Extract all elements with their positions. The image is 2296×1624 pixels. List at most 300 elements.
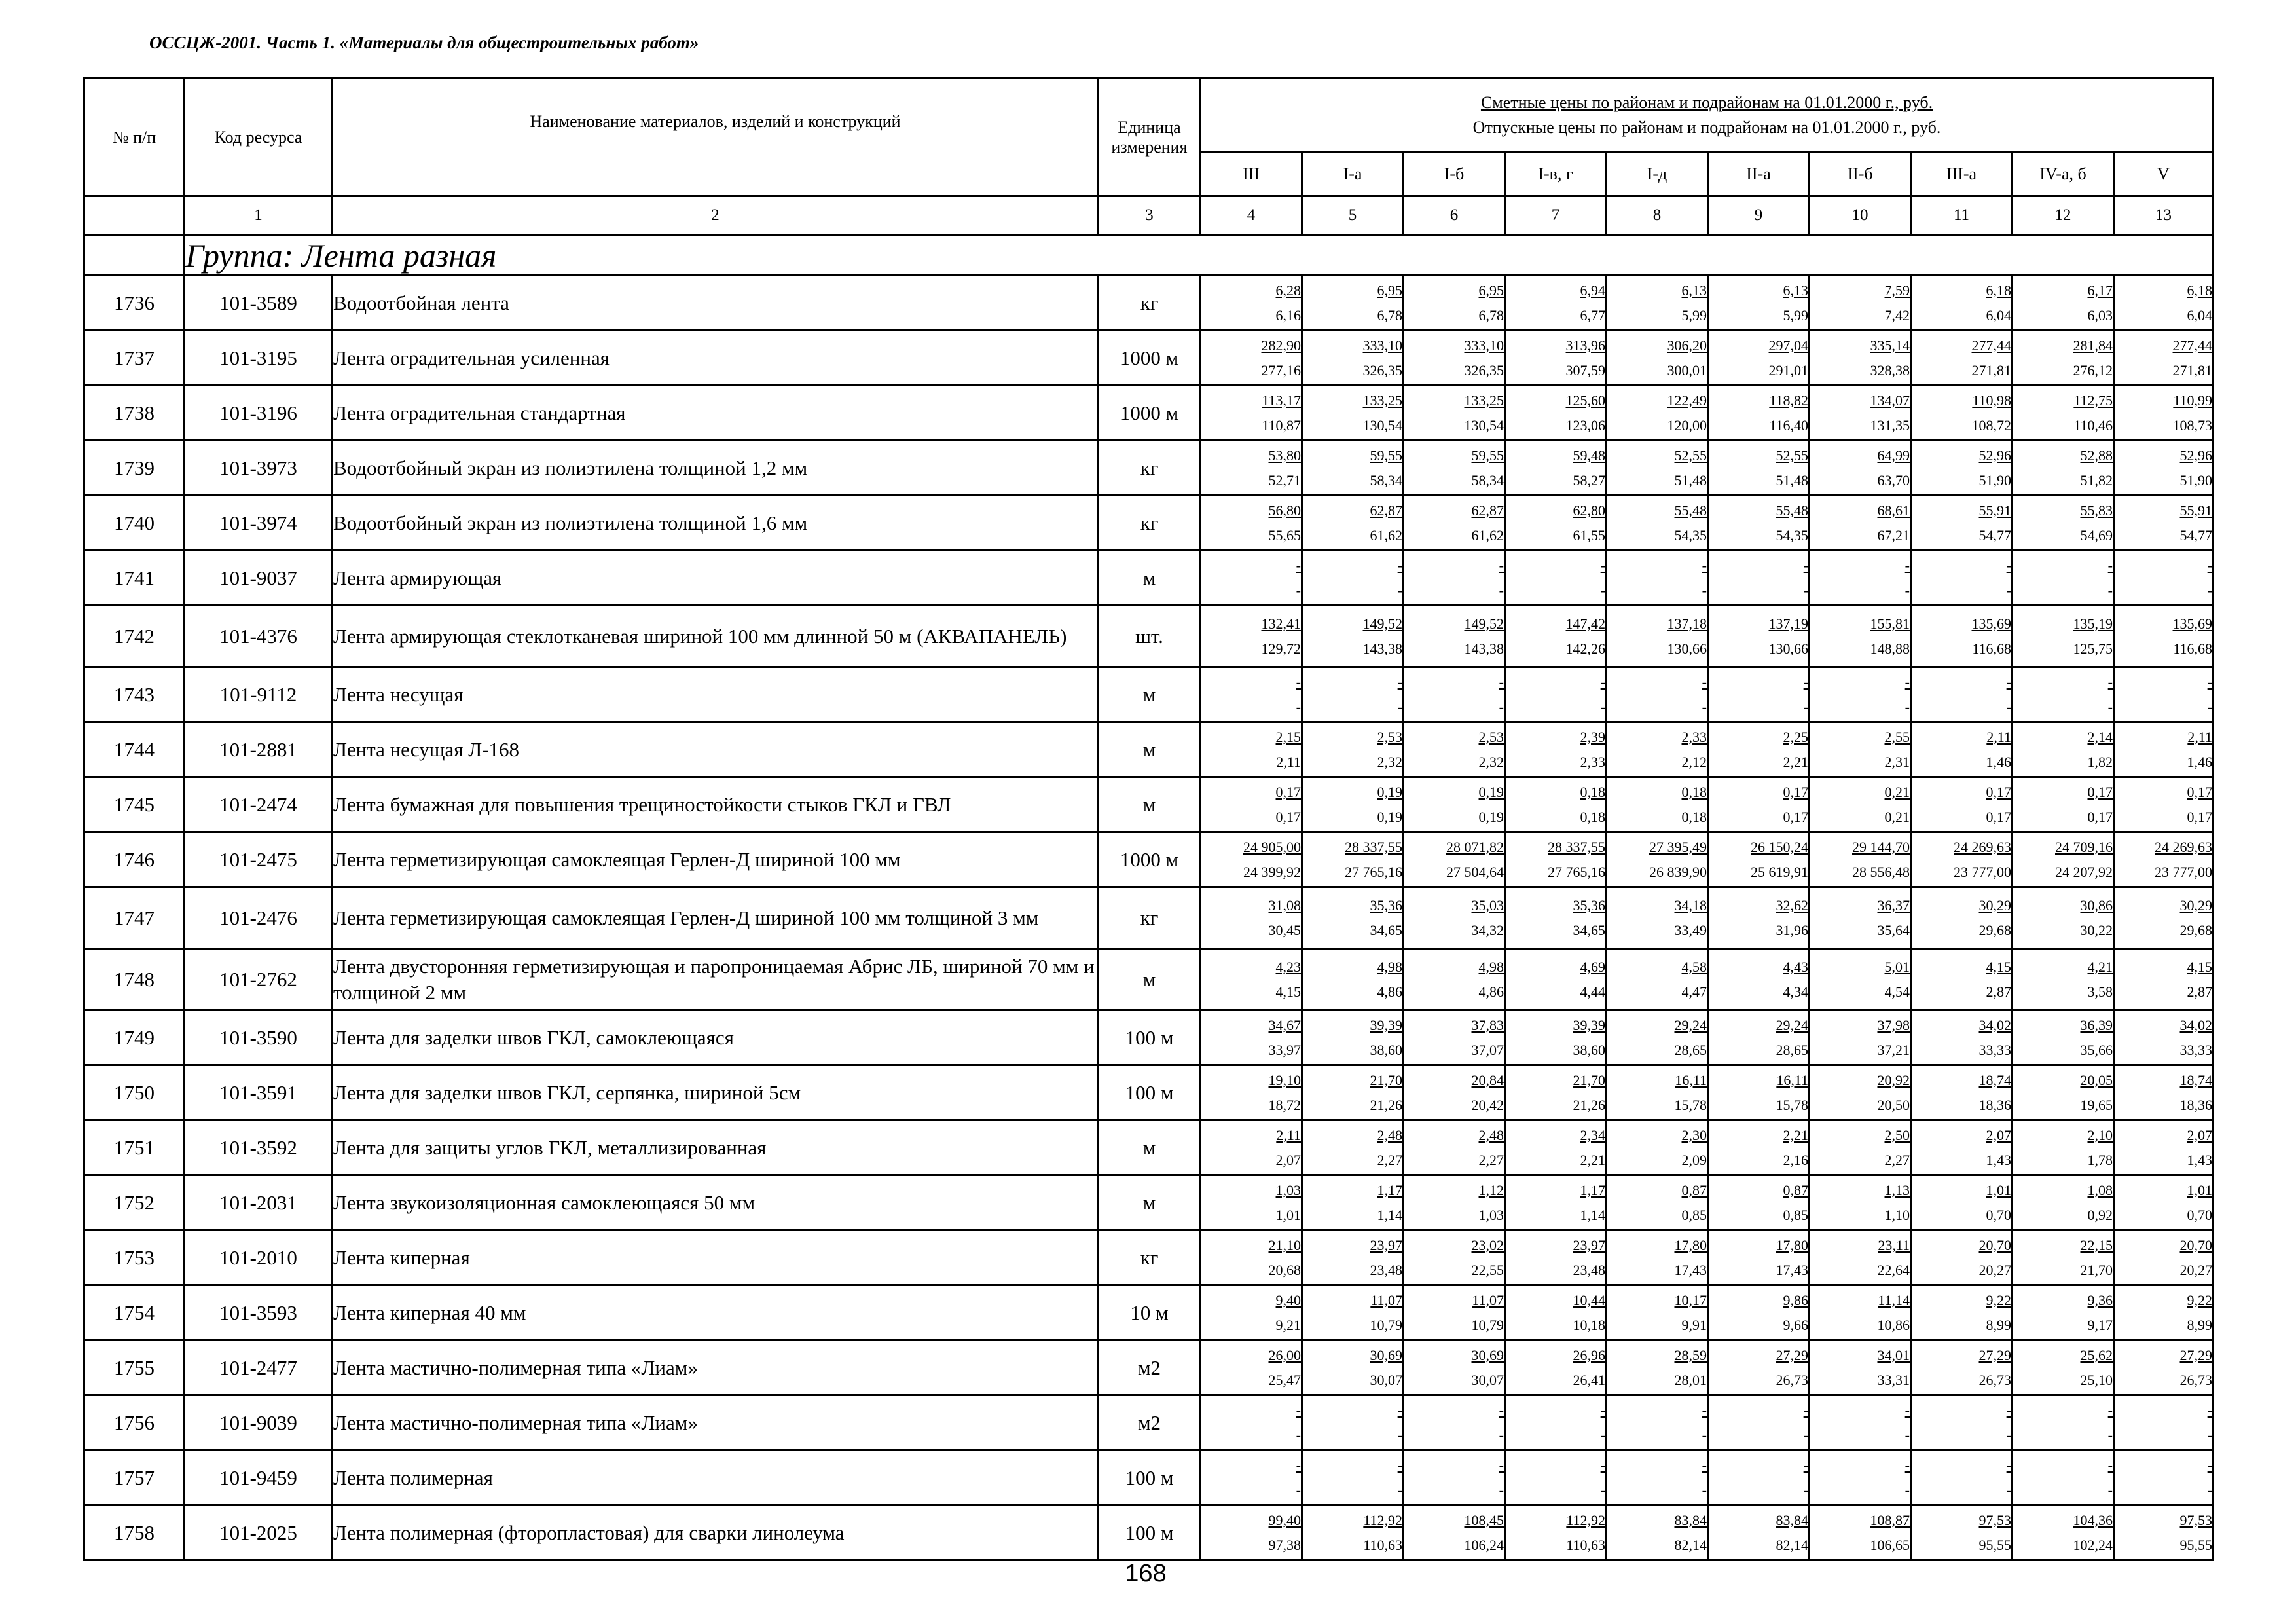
price-cell (1302, 1340, 1404, 1395)
estimate-price: 137,18 (1667, 615, 1707, 632)
estimate-price: 20,92 (1877, 1071, 1910, 1088)
estimate-price: 9,40 (1275, 1291, 1301, 1308)
estimate-price: 7,59 (1884, 282, 1910, 299)
release-price: - (2107, 1481, 2113, 1498)
release-price: 271,81 (2172, 361, 2213, 378)
estimate-price: 110,99 (2173, 392, 2213, 409)
column-number: 2 (333, 196, 1099, 235)
estimate-price: 5,01 (1884, 958, 1910, 975)
price-cell (2013, 1175, 2114, 1230)
estimate-price: 37,98 (1877, 1016, 1910, 1033)
estimate-price: 53,80 (1268, 447, 1301, 464)
row-number: 1750 (84, 1065, 185, 1120)
release-price: 18,36 (1978, 1096, 2011, 1113)
estimate-price: 333,10 (1362, 337, 1402, 354)
price-cell (1607, 1120, 1708, 1175)
release-price: 33,31 (1877, 1371, 1910, 1388)
estimate-price: 52,55 (1776, 447, 1808, 464)
price-cell (1302, 777, 1404, 832)
price-cell (1607, 1340, 1708, 1395)
release-price: 0,85 (1783, 1206, 1808, 1223)
estimate-price: - (1296, 673, 1301, 690)
table-row (84, 1120, 2214, 1175)
estimate-price: - (2006, 557, 2011, 574)
estimate-price: 0,17 (1275, 783, 1301, 800)
release-price: 143,38 (1362, 640, 1402, 657)
unit-cell: 100 м (1099, 1505, 1201, 1560)
price-cell (1607, 1230, 1708, 1285)
price-cell (1505, 887, 1607, 949)
resource-code: 101-3196 (185, 386, 333, 441)
row-number: 1745 (84, 777, 185, 832)
release-price: 129,72 (1261, 640, 1301, 657)
estimate-price: 108,87 (1870, 1511, 1910, 1528)
release-price: 3,58 (2087, 983, 2113, 1000)
material-name: Лента мастично-полимерная типа «Лиам» (333, 1340, 1099, 1395)
material-name: Лента несущая (333, 667, 1099, 722)
release-price: 143,38 (1464, 640, 1504, 657)
estimate-price: 281,84 (2073, 337, 2113, 354)
row-number: 1738 (84, 386, 185, 441)
estimate-price: 62,87 (1471, 502, 1504, 519)
price-cell (1810, 1175, 1911, 1230)
release-price: 18,36 (2179, 1096, 2213, 1113)
price-cell (1404, 1065, 1505, 1120)
estimate-price: 29,24 (1674, 1016, 1707, 1033)
price-cell (1708, 606, 1810, 667)
price-cell (2114, 777, 2214, 832)
price-cell (2013, 1450, 2114, 1505)
resource-code: 101-3974 (185, 496, 333, 551)
unit-cell: м2 (1099, 1395, 1201, 1450)
release-price: 20,27 (1978, 1261, 2011, 1278)
price-cell (1302, 386, 1404, 441)
estimate-price: 9,22 (2187, 1291, 2213, 1308)
price-cell (1201, 1120, 1302, 1175)
release-price: 82,14 (1776, 1536, 1808, 1553)
release-price: - (1904, 1481, 1910, 1498)
price-cell (1505, 777, 1607, 832)
estimate-price: 0,17 (1783, 783, 1808, 800)
release-price: 20,50 (1877, 1096, 1910, 1113)
estimate-price: 9,36 (2087, 1291, 2113, 1308)
estimate-price: 112,92 (1566, 1511, 1605, 1528)
release-price: 6,78 (1478, 306, 1504, 323)
release-price: 2,21 (1580, 1151, 1605, 1168)
release-price: 277,16 (1261, 361, 1301, 378)
estimate-price: 16,11 (1675, 1071, 1707, 1088)
price-cell (1810, 1230, 1911, 1285)
release-price: 26,73 (2179, 1371, 2213, 1388)
release-price: - (1702, 1426, 1707, 1443)
estimate-price: 30,69 (1370, 1346, 1402, 1363)
material-name: Лента оградительная усиленная (333, 331, 1099, 386)
release-price: 148,88 (1870, 640, 1910, 657)
estimate-price: 1,08 (2087, 1181, 2113, 1198)
estimate-price: 21,10 (1268, 1236, 1301, 1253)
price-cell (1911, 1340, 2013, 1395)
row-number: 1752 (84, 1175, 185, 1230)
estimate-price: - (2107, 1456, 2113, 1473)
price-cell (1505, 1450, 1607, 1505)
unit-cell: м (1099, 1175, 1201, 1230)
row-number: 1753 (84, 1230, 185, 1285)
release-price: 4,15 (1275, 983, 1301, 1000)
price-cell (1911, 832, 2013, 887)
resource-code: 101-9039 (185, 1395, 333, 1450)
column-number: 9 (1708, 196, 1810, 235)
estimate-price: - (1499, 1401, 1504, 1418)
release-price: 9,66 (1783, 1316, 1808, 1333)
price-cell (1201, 441, 1302, 496)
release-price: 9,91 (1681, 1316, 1707, 1333)
release-price: - (1296, 1481, 1301, 1498)
unit-cell: кг (1099, 276, 1201, 331)
estimate-price: 1,03 (1275, 1181, 1301, 1198)
release-price: 23,48 (1370, 1261, 1402, 1278)
price-cell (1607, 1395, 1708, 1450)
price-cell (2114, 606, 2214, 667)
page-header: ОССЦЖ-2001. Часть 1. «Материалы для общестроительных работ» (149, 33, 699, 52)
header-no: № п/п (84, 79, 185, 196)
price-cell (1404, 441, 1505, 496)
estimate-price: 29 144,70 (1852, 838, 1910, 855)
release-price: - (1904, 581, 1910, 599)
header-unit: Единица измерения (1099, 79, 1201, 196)
price-cell (2114, 949, 2214, 1010)
material-name: Лента герметизирующая самоклеящая Герлен-Д шириной 100 мм (333, 832, 1099, 887)
release-price: 1,46 (1986, 753, 2011, 770)
estimate-price: - (1600, 1456, 1605, 1473)
release-price: 37,21 (1877, 1041, 1910, 1058)
release-price: 10,18 (1573, 1316, 1605, 1333)
release-price: 6,16 (1275, 306, 1301, 323)
material-name: Лента для защиты углов ГКЛ, металлизированная (333, 1120, 1099, 1175)
estimate-price: 52,88 (2080, 447, 2113, 464)
estimate-price: 122,49 (1667, 392, 1707, 409)
price-cell (2013, 606, 2114, 667)
release-price: 142,26 (1565, 640, 1605, 657)
release-price: 25 619,91 (1751, 863, 1808, 880)
estimate-price: 6,13 (1681, 282, 1707, 299)
release-price: 27 765,16 (1548, 863, 1605, 880)
estimate-price: 2,21 (1783, 1126, 1808, 1143)
estimate-price: 108,45 (1464, 1511, 1504, 1528)
resource-code: 101-2477 (185, 1340, 333, 1395)
estimate-price: 0,17 (2187, 783, 2213, 800)
price-cell (2013, 331, 2114, 386)
release-price: 9,17 (2087, 1316, 2113, 1333)
price-cell (1302, 667, 1404, 722)
estimate-price: 23,97 (1573, 1236, 1605, 1253)
estimate-price: 20,70 (1978, 1236, 2011, 1253)
price-cell (1607, 832, 1708, 887)
price-cell (1911, 1010, 2013, 1065)
estimate-price: 2,39 (1580, 728, 1605, 745)
release-price: 6,78 (1377, 306, 1402, 323)
material-name: Лента киперная (333, 1230, 1099, 1285)
price-cell (1708, 1175, 1810, 1230)
table-row (84, 331, 2214, 386)
estimate-price: 17,80 (1674, 1236, 1707, 1253)
price-cell (1607, 386, 1708, 441)
price-cell (2013, 1285, 2114, 1340)
table-row (84, 777, 2214, 832)
estimate-price: 2,15 (1275, 728, 1301, 745)
price-cell (1505, 1395, 1607, 1450)
release-price: - (1296, 698, 1301, 715)
price-cell (1201, 386, 1302, 441)
release-price: 276,12 (2073, 361, 2113, 378)
release-price: 21,26 (1370, 1096, 1402, 1113)
release-price: 0,19 (1478, 808, 1504, 825)
price-cell (1911, 551, 2013, 606)
estimate-price: 313,96 (1565, 337, 1605, 354)
estimate-price: 2,48 (1377, 1126, 1402, 1143)
estimate-price: - (2207, 673, 2213, 690)
column-number: 3 (1099, 196, 1201, 235)
estimate-price: 277,44 (2172, 337, 2213, 354)
estimate-price: 4,98 (1377, 958, 1402, 975)
release-price: 29,68 (1978, 921, 2011, 938)
price-cell (1302, 722, 1404, 777)
estimate-price: 4,15 (1986, 958, 2011, 975)
price-cell (2114, 1230, 2214, 1285)
release-price: 1,43 (1986, 1151, 2011, 1168)
estimate-price: 0,18 (1681, 783, 1707, 800)
resource-code: 101-3591 (185, 1065, 333, 1120)
price-cell (1911, 887, 2013, 949)
release-price: 0,92 (2087, 1206, 2113, 1223)
estimate-price: 11,07 (1472, 1291, 1504, 1308)
unit-cell: м (1099, 777, 1201, 832)
resource-code: 101-3592 (185, 1120, 333, 1175)
price-cell (2013, 777, 2114, 832)
estimate-price: 282,90 (1261, 337, 1301, 354)
release-price: 54,35 (1674, 526, 1707, 544)
estimate-price: 52,96 (2179, 447, 2213, 464)
estimate-price: - (1702, 1401, 1707, 1418)
price-cell (1505, 832, 1607, 887)
release-price: 4,86 (1478, 983, 1504, 1000)
price-cell (1505, 1065, 1607, 1120)
release-price: 110,63 (1363, 1536, 1402, 1553)
estimate-price: 99,40 (1268, 1511, 1301, 1528)
estimate-price: 113,17 (1262, 392, 1301, 409)
release-price: 51,90 (1978, 471, 2011, 489)
resource-code: 101-2031 (185, 1175, 333, 1230)
estimate-price: 335,14 (1870, 337, 1910, 354)
release-price: 108,73 (2172, 416, 2213, 434)
release-price: 97,38 (1268, 1536, 1301, 1553)
estimate-price: 55,48 (1674, 502, 1707, 519)
release-price: - (1296, 581, 1301, 599)
estimate-price: 2,30 (1681, 1126, 1707, 1143)
material-name: Лента армирующая стеклотканевая шириной 100 мм длинной 50 м (АКВАПАНЕЛЬ) (333, 606, 1099, 667)
release-price: 55,65 (1268, 526, 1301, 544)
price-cell (1302, 1505, 1404, 1560)
estimate-price: - (2207, 557, 2213, 574)
material-name: Лента бумажная для повышения трещиностойкости стыков ГКЛ и ГВЛ (333, 777, 1099, 832)
release-price: - (1904, 1426, 1910, 1443)
price-cell (2114, 331, 2214, 386)
price-cell (1302, 1010, 1404, 1065)
price-cell (2013, 887, 2114, 949)
row-number: 1757 (84, 1450, 185, 1505)
price-cell (1911, 667, 2013, 722)
estimate-price: - (1702, 557, 1707, 574)
price-cell (2114, 551, 2214, 606)
unit-cell: 1000 м (1099, 386, 1201, 441)
release-price: 54,77 (1978, 526, 2011, 544)
release-price: - (1600, 581, 1605, 599)
price-cell (1708, 1395, 1810, 1450)
release-price: - (1904, 698, 1910, 715)
estimate-price: 21,70 (1370, 1071, 1402, 1088)
unit-cell: 10 м (1099, 1285, 1201, 1340)
release-price: 123,06 (1565, 416, 1605, 434)
release-price: 4,47 (1681, 983, 1707, 1000)
price-cell (1302, 1120, 1404, 1175)
row-number: 1751 (84, 1120, 185, 1175)
price-cell (1404, 777, 1505, 832)
estimate-price: 0,87 (1783, 1181, 1808, 1198)
estimate-price: 32,62 (1776, 896, 1808, 913)
estimate-price: 297,04 (1768, 337, 1808, 354)
release-price: 23,48 (1573, 1261, 1605, 1278)
release-price: 22,64 (1877, 1261, 1910, 1278)
column-number: 11 (1911, 196, 2013, 235)
release-price: 2,31 (1884, 753, 1910, 770)
price-cell (1810, 276, 1911, 331)
release-price: 37,07 (1471, 1041, 1504, 1058)
estimate-price: 2,53 (1478, 728, 1504, 745)
price-cell (1404, 1285, 1505, 1340)
unit-cell: кг (1099, 441, 1201, 496)
price-cell (2114, 887, 2214, 949)
estimate-price: - (2006, 1401, 2011, 1418)
release-price: 54,35 (1776, 526, 1808, 544)
resource-code: 101-9112 (185, 667, 333, 722)
estimate-price: 6,95 (1478, 282, 1504, 299)
table-row (84, 667, 2214, 722)
resource-code: 101-2881 (185, 722, 333, 777)
estimate-price: 149,52 (1362, 615, 1402, 632)
estimate-price: 30,29 (2179, 896, 2213, 913)
price-cell (2013, 949, 2114, 1010)
price-cell (1810, 722, 1911, 777)
release-price: 1,14 (1580, 1206, 1605, 1223)
estimate-price: 2,10 (2087, 1126, 2113, 1143)
material-name: Лента полимерная (333, 1450, 1099, 1505)
release-price: 24 207,92 (2055, 863, 2113, 880)
release-price: 2,27 (1478, 1151, 1504, 1168)
unit-cell: 100 м (1099, 1065, 1201, 1120)
estimate-price: - (1904, 673, 1910, 690)
price-cell (1302, 1065, 1404, 1120)
release-price: 2,12 (1681, 753, 1707, 770)
price-cell (1404, 667, 1505, 722)
estimate-price: - (2107, 557, 2113, 574)
column-number: 1 (185, 196, 333, 235)
release-price: - (1803, 698, 1808, 715)
release-price: 10,86 (1877, 1316, 1910, 1333)
row-number: 1744 (84, 722, 185, 777)
estimate-price: 22,15 (2080, 1236, 2113, 1253)
estimate-price: 37,83 (1471, 1016, 1504, 1033)
release-price: - (2207, 1481, 2213, 1498)
unit-cell: м (1099, 949, 1201, 1010)
release-price: 19,65 (2080, 1096, 2113, 1113)
estimate-price: 52,55 (1674, 447, 1707, 464)
release-price: - (1296, 1426, 1301, 1443)
row-number: 1748 (84, 949, 185, 1010)
price-cell (1810, 386, 1911, 441)
table-row (84, 722, 2214, 777)
price-cell (1201, 1285, 1302, 1340)
price-cell (1810, 1505, 1911, 1560)
estimate-price: - (2207, 1456, 2213, 1473)
price-cell (1201, 1395, 1302, 1450)
estimate-price: 11,14 (1878, 1291, 1910, 1308)
price-cell (1607, 722, 1708, 777)
release-price: 110,46 (2073, 416, 2113, 434)
estimate-price: 52,96 (1978, 447, 2011, 464)
release-price: 22,55 (1471, 1261, 1504, 1278)
release-price: 8,99 (1986, 1316, 2011, 1333)
price-cell (1404, 1395, 1505, 1450)
release-price: 7,42 (1884, 306, 1910, 323)
release-price: 28,65 (1776, 1041, 1808, 1058)
price-cell (1911, 386, 2013, 441)
price-cell (1201, 1010, 1302, 1065)
estimate-price: 2,53 (1377, 728, 1402, 745)
release-price: 26,41 (1573, 1371, 1605, 1388)
release-price: 110,63 (1566, 1536, 1605, 1553)
unit-cell: м (1099, 1120, 1201, 1175)
price-cell (1911, 606, 2013, 667)
release-price: 25,10 (2080, 1371, 2113, 1388)
resource-code: 101-3589 (185, 276, 333, 331)
header-prices (1201, 79, 2214, 153)
release-price: 30,07 (1471, 1371, 1504, 1388)
release-price: 1,82 (2087, 753, 2113, 770)
release-price: 61,62 (1471, 526, 1504, 544)
release-price: 1,01 (1275, 1206, 1301, 1223)
price-cell (1201, 887, 1302, 949)
release-price: - (2006, 1481, 2011, 1498)
estimate-price: 135,69 (2172, 615, 2213, 632)
table-row (84, 1285, 2214, 1340)
release-price: - (1397, 581, 1402, 599)
price-cell (1201, 777, 1302, 832)
price-cell (1505, 1120, 1607, 1175)
price-cell (1302, 1285, 1404, 1340)
price-cell (2114, 1175, 2214, 1230)
estimate-price: 24 269,63 (1954, 838, 2011, 855)
estimate-price: - (1803, 1456, 1808, 1473)
release-price: - (1600, 1481, 1605, 1498)
price-cell (1911, 1065, 2013, 1120)
estimate-price: 1,01 (2187, 1181, 2213, 1198)
estimate-price: - (1296, 1456, 1301, 1473)
price-cell (1708, 386, 1810, 441)
price-cell (2114, 496, 2214, 551)
price-cell (1708, 887, 1810, 949)
price-cell (1810, 1395, 1911, 1450)
material-name: Лента для заделки швов ГКЛ, самоклеющаяся (333, 1010, 1099, 1065)
estimate-price: 6,18 (1986, 282, 2011, 299)
